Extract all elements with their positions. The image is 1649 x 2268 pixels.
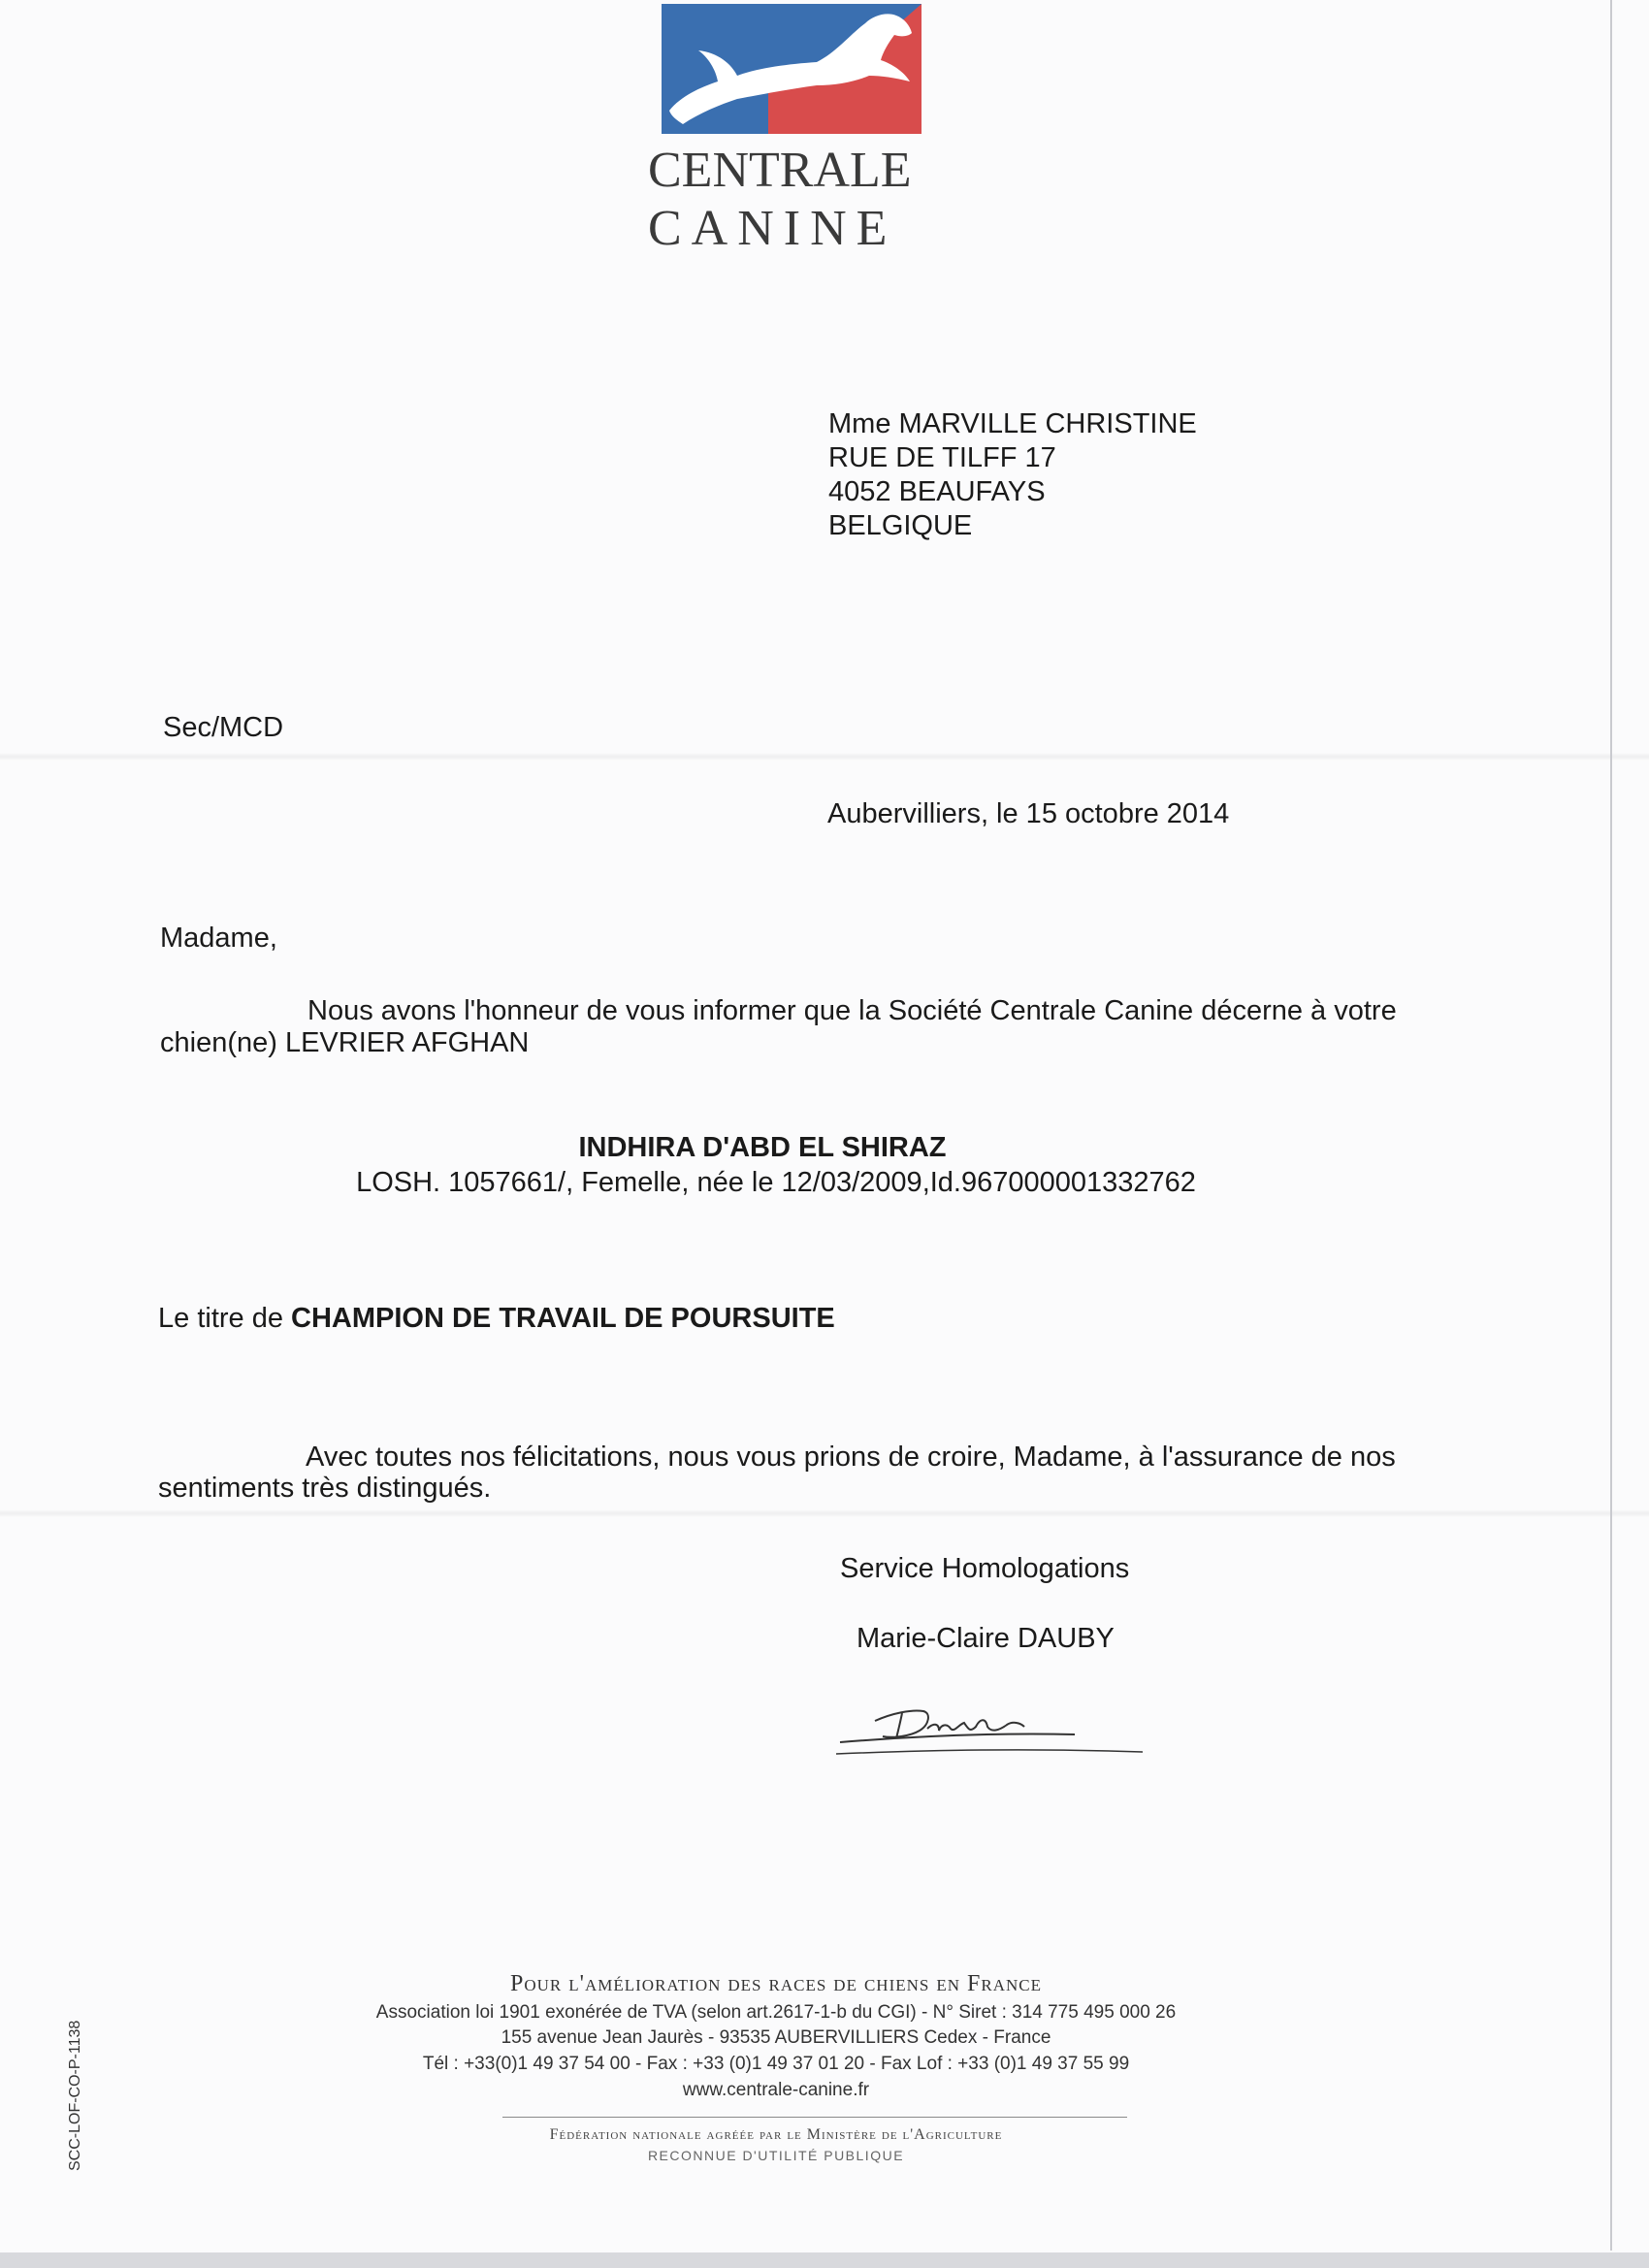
signer-name: Marie-Claire DAUBY <box>857 1623 1115 1654</box>
service-name: Service Homologations <box>840 1553 1130 1584</box>
footer-phones-text: Tél : +33(0)1 49 37 54 00 - Fax : +33 (0)1 49 37 01 20 - Fax Lof : +33 (0)1 49 37 55 99 <box>422 2054 1130 2074</box>
footer-association <box>0 2002 1649 2024</box>
footer-recognition-text: RECONNUE D'UTILITÉ PUBLIQUE <box>647 2148 905 2163</box>
footer-association-text: Association loi 1901 exonérée de TVA (selon art.2617-1-b du CGI) - N° Siret : 314 775 495 000 26 <box>375 2002 1177 2023</box>
footer-federation-text: Fédération nationale agréée par le Ministère de l'Agriculture <box>549 2126 1003 2143</box>
letter-date: Aubervilliers, le 15 octobre 2014 <box>827 798 1230 829</box>
recipient-street: RUE DE TILFF 17 <box>828 442 1056 473</box>
paragraph-announcement <box>160 995 1397 1059</box>
document-code: SCC-LOF-CO-P-1138 <box>67 2020 83 2171</box>
brand-line-2: CANINE <box>648 201 897 256</box>
paper-fold-line <box>0 1509 1649 1517</box>
paragraph-line: sentiments très distingués. <box>158 1473 492 1504</box>
footer-address-text: 155 avenue Jean Jaurès - 93535 AUBERVILLIERS Cedex - France <box>501 2027 1051 2048</box>
recipient-name: Mme MARVILLE CHRISTINE <box>828 408 1197 439</box>
paragraph-line: chien(ne) LEVRIER AFGHAN <box>160 1027 530 1058</box>
recipient-city: 4052 BEAUFAYS <box>828 476 1046 507</box>
recipient-country: BELGIQUE <box>828 510 973 541</box>
title-name: CHAMPION DE TRAVAIL DE POURSUITE <box>291 1303 835 1334</box>
brand-wordmark <box>648 143 912 256</box>
footer-phones <box>0 2054 1649 2075</box>
greeting: Madame, <box>160 923 277 954</box>
paper-fold-line <box>0 753 1649 761</box>
paper-edge <box>1610 0 1612 2251</box>
footer-divider <box>502 2117 1127 2118</box>
title-prefix: Le titre de <box>158 1303 283 1334</box>
footer-federation <box>0 2126 1649 2144</box>
dog-name <box>0 1131 1649 1165</box>
footer-motto <box>0 1971 1649 1997</box>
scanner-edge <box>0 2252 1649 2268</box>
handwritten-signature <box>834 1684 1145 1762</box>
dog-name-text: INDHIRA D'ABD EL SHIRAZ <box>578 1132 947 1163</box>
dog-silhouette-logo-icon <box>662 4 922 134</box>
paragraph-closing <box>158 1442 1396 1504</box>
reference: Sec/MCD <box>163 712 284 743</box>
footer-website-text: www.centrale-canine.fr <box>682 2080 870 2100</box>
dog-details <box>0 1166 1649 1200</box>
title-award <box>158 1302 835 1336</box>
footer-motto-text: Pour l'amélioration des races de chiens en France <box>510 1971 1042 1996</box>
paragraph-line: Avec toutes nos félicitations, nous vous prions de croire, Madame, à l'assurance de nos <box>306 1442 1396 1473</box>
footer-website <box>0 2080 1649 2101</box>
dog-details-text: LOSH. 1057661/, Femelle, née le 12/03/2009,Id.967000001332762 <box>356 1167 1196 1198</box>
footer-address <box>0 2027 1649 2049</box>
footer-recognition <box>0 2148 1649 2163</box>
recipient-address <box>828 407 1197 543</box>
brand-line-1: CENTRALE <box>648 143 912 198</box>
paragraph-line: Nous avons l'honneur de vous informer que la Société Centrale Canine décerne à votre <box>307 995 1397 1026</box>
